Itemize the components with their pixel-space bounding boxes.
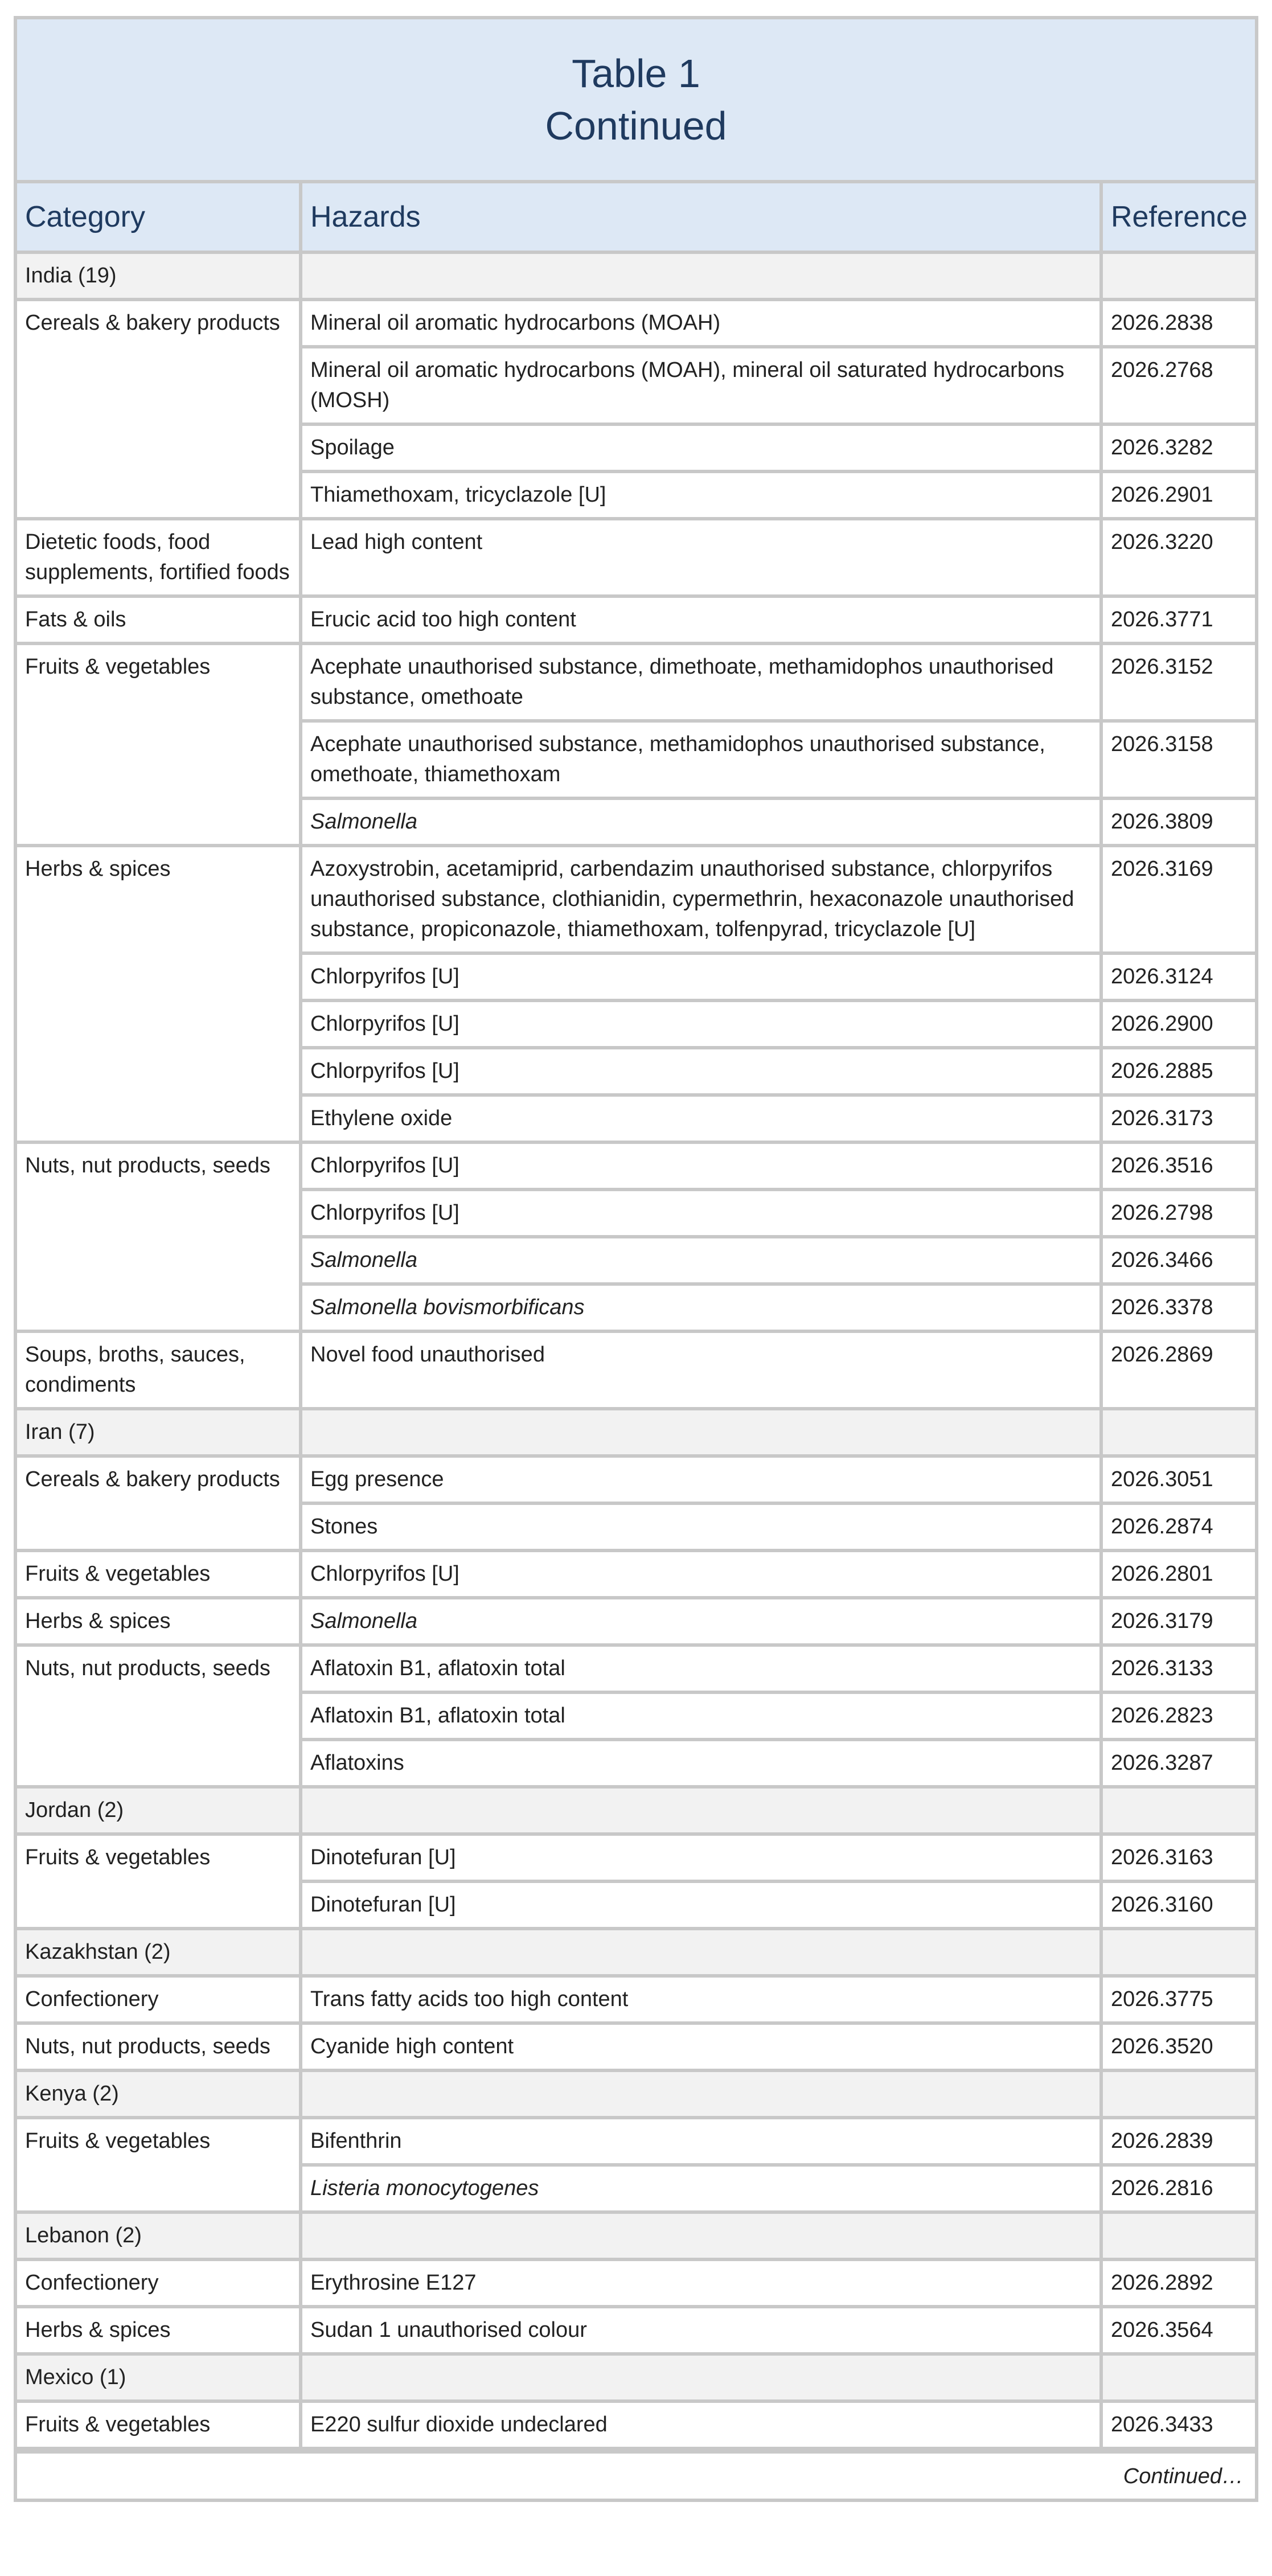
reference-cell: 2026.3152: [1101, 643, 1255, 721]
country-label: Mexico (1): [17, 2354, 301, 2401]
hazard-cell: Chlorpyrifos [U]: [301, 1000, 1101, 1048]
country-row: [17, 252, 1255, 300]
table-row: [17, 643, 1255, 721]
hazard-cell: Aflatoxin B1, aflatoxin total: [301, 1645, 1101, 1692]
reference-cell: 2026.2869: [1101, 1331, 1255, 1409]
hazard-cell: Mineral oil aromatic hydrocarbons (MOAH), mineral oil saturated hydrocarbons (MOSH): [301, 347, 1101, 424]
hazard-cell: Trans fatty acids too high content: [301, 1976, 1101, 2023]
reference-cell: 2026.3520: [1101, 2023, 1255, 2070]
hazard-cell: Chlorpyrifos [U]: [301, 953, 1101, 1000]
hazard-cell: Egg presence: [301, 1456, 1101, 1503]
header-category: Category: [17, 183, 301, 252]
reference-cell: 2026.2901: [1101, 471, 1255, 519]
country-label: Kenya (2): [17, 2070, 301, 2118]
reference-cell: 2026.2816: [1101, 2165, 1255, 2212]
category-cell: Cereals & bakery products: [17, 300, 301, 519]
category-cell: Cereals & bakery products: [17, 1456, 301, 1550]
reference-cell: 2026.3282: [1101, 424, 1255, 471]
reference-cell: 2026.3133: [1101, 1645, 1255, 1692]
hazard-cell: Salmonella: [301, 1598, 1101, 1645]
table-row: [17, 2259, 1255, 2307]
reference-cell: 2026.2900: [1101, 1000, 1255, 1048]
hazard-cell: Erucic acid too high content: [301, 596, 1101, 643]
reference-cell: 2026.2839: [1101, 2118, 1255, 2165]
country-row: [17, 2070, 1255, 2118]
hazard-cell: Cyanide high content: [301, 2023, 1101, 2070]
table-row: [17, 1645, 1255, 1692]
reference-cell: 2026.3287: [1101, 1740, 1255, 1787]
category-cell: Nuts, nut products, seeds: [17, 1645, 301, 1787]
table-row: [17, 300, 1255, 347]
category-cell: Fats & oils: [17, 596, 301, 643]
hazard-cell: Bifenthrin: [301, 2118, 1101, 2165]
table-title: Table 1: [572, 51, 700, 96]
country-row: [17, 1409, 1255, 1456]
reference-cell: 2026.3809: [1101, 798, 1255, 846]
reference-cell: 2026.2798: [1101, 1189, 1255, 1237]
hazard-cell: Sudan 1 unauthorised colour: [301, 2307, 1101, 2354]
reference-cell: 2026.3433: [1101, 2401, 1255, 2448]
country-label: Iran (7): [17, 1409, 301, 1456]
country-row: [17, 1929, 1255, 1976]
hazard-cell: Salmonella: [301, 1237, 1101, 1284]
reference-cell: 2026.2885: [1101, 1048, 1255, 1095]
table-row: [17, 596, 1255, 643]
table-row: [17, 2023, 1255, 2070]
header-row: [17, 183, 1255, 252]
table-row: [17, 2401, 1255, 2448]
country-label: Lebanon (2): [17, 2212, 301, 2259]
reference-cell: 2026.2768: [1101, 347, 1255, 424]
category-cell: Confectionery: [17, 1976, 301, 2023]
category-cell: Fruits & vegetables: [17, 2118, 301, 2212]
table-subtitle: Continued: [545, 104, 727, 148]
country-label: India (19): [17, 252, 301, 300]
table-row: [17, 2118, 1255, 2165]
country-label: Jordan (2): [17, 1787, 301, 1834]
table-row: [17, 1456, 1255, 1503]
hazard-cell: Spoilage: [301, 424, 1101, 471]
category-cell: Herbs & spices: [17, 846, 301, 1142]
country-label: Kazakhstan (2): [17, 1929, 301, 1976]
category-cell: Soups, broths, sauces, condiments: [17, 1331, 301, 1409]
hazard-cell: Chlorpyrifos [U]: [301, 1550, 1101, 1598]
category-cell: Nuts, nut products, seeds: [17, 2023, 301, 2070]
hazard-cell: Stones: [301, 1503, 1101, 1550]
table-row: [17, 1331, 1255, 1409]
table-frame: [14, 16, 1258, 2502]
hazard-cell: Acephate unauthorised substance, dimethoate, methamidophos unauthorised substance, omethoate: [301, 643, 1101, 721]
hazard-cell: Novel food unauthorised: [301, 1331, 1101, 1409]
country-row: [17, 2354, 1255, 2401]
reference-cell: 2026.2801: [1101, 1550, 1255, 1598]
reference-cell: 2026.3169: [1101, 846, 1255, 953]
category-cell: Dietetic foods, food supplements, fortified foods: [17, 519, 301, 596]
table-caption: [17, 19, 1255, 183]
hazard-cell: E220 sulfur dioxide undeclared: [301, 2401, 1101, 2448]
category-cell: Fruits & vegetables: [17, 1834, 301, 1929]
category-cell: Fruits & vegetables: [17, 643, 301, 846]
table-row: [17, 1834, 1255, 1881]
hazard-cell: Chlorpyrifos [U]: [301, 1189, 1101, 1237]
hazard-cell: Azoxystrobin, acetamiprid, carbendazim unauthorised substance, chlorpyrifos unauthorised substance, clothianidin, cypermethrin, hexaconazole unauthorised substance, propiconazole, thiamethoxam, tolfenpyrad, tricyclazole [U]: [301, 846, 1101, 953]
hazard-cell: Chlorpyrifos [U]: [301, 1142, 1101, 1189]
category-cell: Herbs & spices: [17, 2307, 301, 2354]
country-row: [17, 2212, 1255, 2259]
header-reference: Reference: [1101, 183, 1255, 252]
reference-cell: 2026.3775: [1101, 1976, 1255, 2023]
reference-cell: 2026.3173: [1101, 1095, 1255, 1142]
category-cell: Fruits & vegetables: [17, 1550, 301, 1598]
hazard-cell: Dinotefuran [U]: [301, 1881, 1101, 1929]
reference-cell: 2026.2874: [1101, 1503, 1255, 1550]
table-row: [17, 1976, 1255, 2023]
reference-cell: 2026.2838: [1101, 300, 1255, 347]
table-row: [17, 1550, 1255, 1598]
hazard-cell: Dinotefuran [U]: [301, 1834, 1101, 1881]
reference-cell: 2026.3771: [1101, 596, 1255, 643]
hazard-cell: Chlorpyrifos [U]: [301, 1048, 1101, 1095]
reference-cell: 2026.3516: [1101, 1142, 1255, 1189]
header-hazards: Hazards: [301, 183, 1101, 252]
hazard-cell: Lead high content: [301, 519, 1101, 596]
table-row: [17, 1598, 1255, 1645]
reference-cell: 2026.3220: [1101, 519, 1255, 596]
continued-note: Continued…: [17, 2450, 1255, 2499]
hazard-cell: Acephate unauthorised substance, methamidophos unauthorised substance, omethoate, thiamethoxam: [301, 721, 1101, 798]
hazard-cell: Aflatoxin B1, aflatoxin total: [301, 1692, 1101, 1740]
hazard-cell: Aflatoxins: [301, 1740, 1101, 1787]
reference-cell: 2026.2892: [1101, 2259, 1255, 2307]
hazard-cell: Ethylene oxide: [301, 1095, 1101, 1142]
hazard-cell: Listeria monocytogenes: [301, 2165, 1101, 2212]
category-cell: Confectionery: [17, 2259, 301, 2307]
reference-cell: 2026.3466: [1101, 1237, 1255, 1284]
category-cell: Herbs & spices: [17, 1598, 301, 1645]
reference-cell: 2026.3163: [1101, 1834, 1255, 1881]
reference-cell: 2026.3158: [1101, 721, 1255, 798]
table-row: [17, 2307, 1255, 2354]
category-cell: Nuts, nut products, seeds: [17, 1142, 301, 1331]
reference-cell: 2026.3378: [1101, 1284, 1255, 1331]
reference-cell: 2026.3124: [1101, 953, 1255, 1000]
hazard-cell: Mineral oil aromatic hydrocarbons (MOAH): [301, 300, 1101, 347]
table-row: [17, 519, 1255, 596]
table-row: [17, 846, 1255, 953]
table-row: [17, 1142, 1255, 1189]
reference-cell: 2026.2823: [1101, 1692, 1255, 1740]
hazards-table: [17, 183, 1255, 2450]
hazard-cell: Thiamethoxam, tricyclazole [U]: [301, 471, 1101, 519]
hazard-cell: Salmonella bovismorbificans: [301, 1284, 1101, 1331]
hazard-cell: Erythrosine E127: [301, 2259, 1101, 2307]
reference-cell: 2026.3051: [1101, 1456, 1255, 1503]
country-row: [17, 1787, 1255, 1834]
reference-cell: 2026.3564: [1101, 2307, 1255, 2354]
category-cell: Fruits & vegetables: [17, 2401, 301, 2448]
reference-cell: 2026.3160: [1101, 1881, 1255, 1929]
hazard-cell: Salmonella: [301, 798, 1101, 846]
reference-cell: 2026.3179: [1101, 1598, 1255, 1645]
